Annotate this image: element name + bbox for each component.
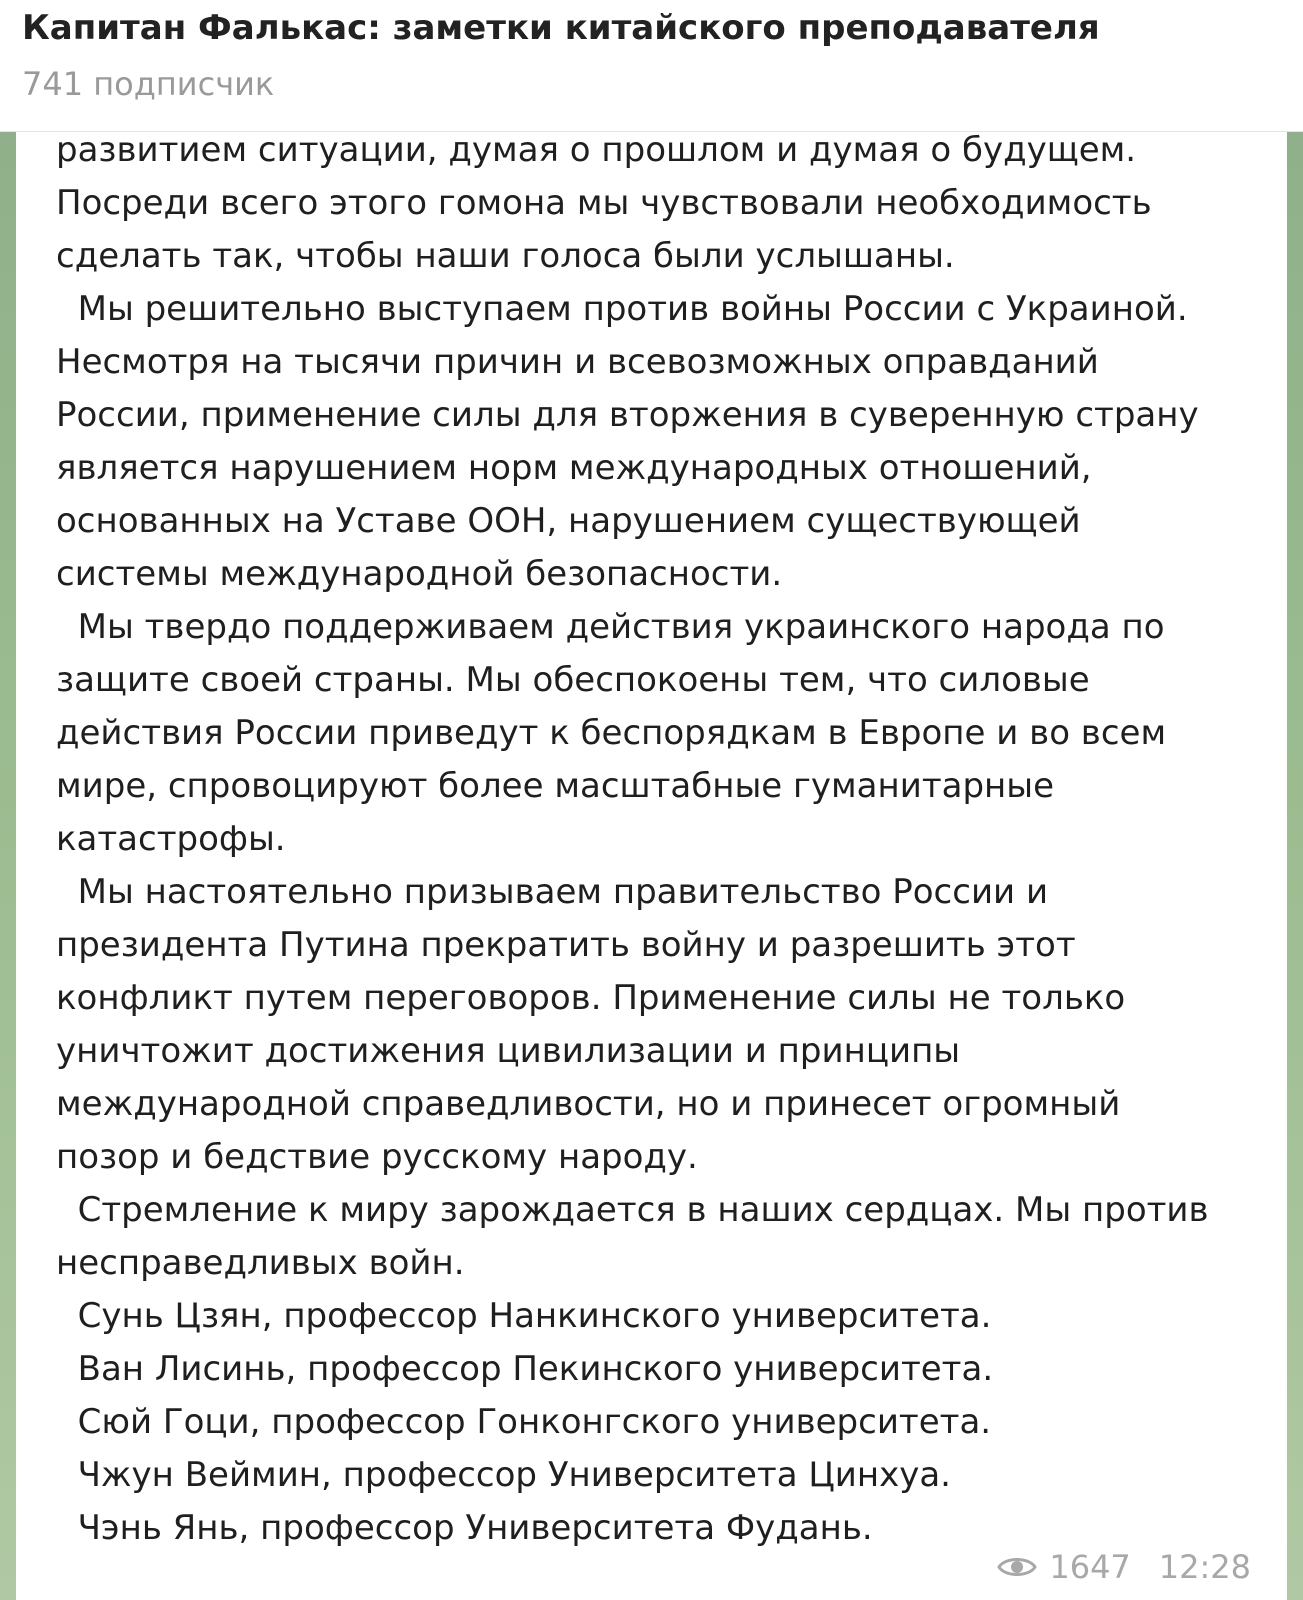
message-line: развитием ситуации, думая о прошлом и думая о будущем. bbox=[56, 130, 1137, 170]
message-line: позор и бедствие русскому народу. bbox=[56, 1137, 698, 1177]
eye-icon bbox=[997, 1552, 1037, 1582]
message-line: сделать так, чтобы наши голоса были услышаны. bbox=[56, 236, 955, 276]
message-line: Мы твердо поддерживаем действия украинского народа по bbox=[56, 607, 1165, 647]
message-line: конфликт путем переговоров. Применение силы не только bbox=[56, 978, 1126, 1018]
message-line: действия России приведут к беспорядкам в Европе и во всем bbox=[56, 713, 1167, 753]
view-count: 1647 bbox=[1049, 1548, 1131, 1586]
subscriber-count: 741 подписчик bbox=[22, 65, 275, 103]
message-line: Сунь Цзян, профессор Нанкинского университета. bbox=[56, 1296, 992, 1336]
message-line: несправедливых войн. bbox=[56, 1243, 465, 1283]
message-line: катастрофы. bbox=[56, 819, 286, 859]
message-line: Сюй Гоци, профессор Гонконгского университета. bbox=[56, 1402, 992, 1442]
channel-header[interactable] bbox=[0, 0, 1303, 132]
message-meta bbox=[997, 1548, 1251, 1586]
message-line: мире, спровоцируют более масштабные гуманитарные bbox=[56, 766, 1055, 806]
message-line: уничтожит достижения цивилизации и принципы bbox=[56, 1031, 961, 1071]
message-line: международной справедливости, но и принесет огромный bbox=[56, 1084, 1121, 1124]
message-line: Посреди всего этого гомона мы чувствовали необходимость bbox=[56, 183, 1152, 223]
message-line: президента Путина прекратить войну и разрешить этот bbox=[56, 925, 1076, 965]
message-line: Мы решительно выступаем против войны России с Украиной. bbox=[56, 289, 1188, 329]
message-line: системы международной безопасности. bbox=[56, 554, 783, 594]
message-line: Чэнь Янь, профессор Университета Фудань. bbox=[56, 1508, 873, 1548]
message-line: основанных на Уставе ООН, нарушением существующей bbox=[56, 501, 1081, 541]
message-time: 12:28 bbox=[1158, 1548, 1251, 1586]
message-bubble bbox=[16, 132, 1287, 1600]
message-line: защите своей страны. Мы обеспокоены тем, что силовые bbox=[56, 660, 1090, 700]
message-line: России, применение силы для вторжения в суверенную страну bbox=[56, 395, 1199, 435]
message-line: Несмотря на тысячи причин и всевозможных оправданий bbox=[56, 342, 1099, 382]
message-line: Чжун Веймин, профессор Университета Цинхуа. bbox=[56, 1455, 951, 1495]
message-line: Ван Лисинь, профессор Пекинского университета. bbox=[56, 1349, 994, 1389]
message-line: Стремление к миру зарождается в наших сердцах. Мы против bbox=[56, 1190, 1209, 1230]
channel-title[interactable]: Капитан Фалькас: заметки китайского преподавателя bbox=[22, 8, 1100, 48]
message-line: Мы настоятельно призываем правительство России и bbox=[56, 872, 1049, 912]
message-text bbox=[56, 124, 1276, 1555]
message-line: является нарушением норм международных отношений, bbox=[56, 448, 1092, 488]
